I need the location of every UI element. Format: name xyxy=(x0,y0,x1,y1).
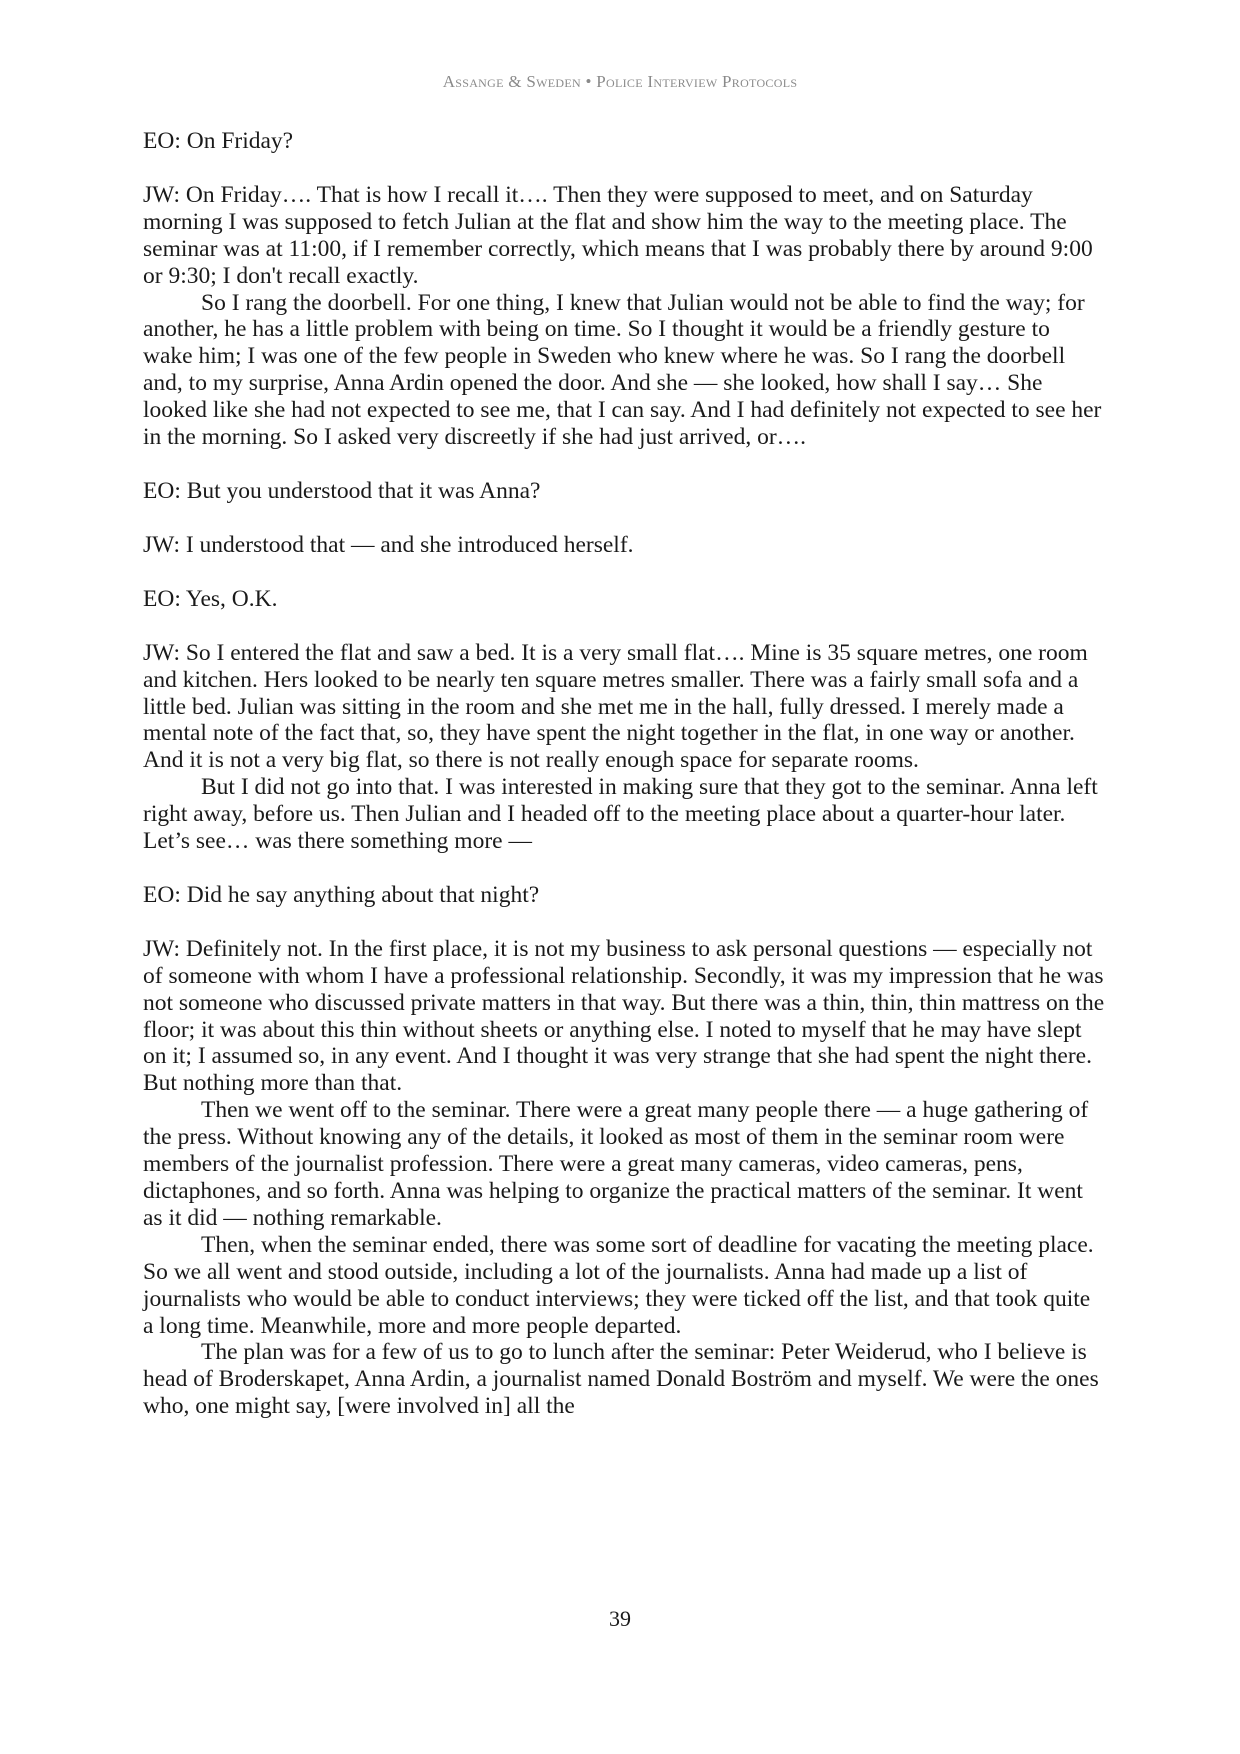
running-header: Assange & Sweden • Police Interview Protocols xyxy=(442,72,798,91)
paragraph: EO: Yes, O.K. xyxy=(143,585,278,612)
paragraph: Then, when the seminar ended, there was some sort of deadline for vacating the meeting place. So we all went and stood outside, including a lot of the journalists. Anna had made up a list of journalists who would be able to conduct interviews; they were ticked off the list, and that took quite a long time. Meanwhile, more and more people departed. xyxy=(143,1231,1094,1339)
paragraph: Then we went off to the seminar. There were a great many people there — a huge gathering of the press. Without knowing any of the details, it looked as most of them in the seminar room were members of the journalist profession. There were a great many cameras, video cameras, pens, dictaphones, and so forth. Anna was helping to organize the practical matters of the seminar. It went as it did — nothing remarkable. xyxy=(143,1097,1089,1231)
paragraph: EO: On Friday? xyxy=(143,128,294,154)
paragraph: But I did not go into that. I was interested in making sure that they got to the seminar. Anna left right away, before us. Then Julian and I headed off to the meeting place about a quarter-hour later. Let’s see… was there something more — xyxy=(143,774,1098,855)
paragraph: EO: But you understood that it was Anna? xyxy=(143,477,541,504)
paragraph: EO: Did he say anything about that night? xyxy=(143,881,540,908)
paragraph: The plan was for a few of us to go to lunch after the seminar: Peter Weiderud, who I believe is head of Broderskapet, Anna Ardin, a journalist named Donald Boström and myself. We were the ones who, one might say, [were involved in] all the xyxy=(143,1339,1099,1420)
paragraph: JW: On Friday…. That is how I recall it…. Then they were supposed to meet, and on Saturday morning I was supposed to fetch Julian at the flat and show him the way to the meeting place. The seminar was at 11:00, if I remember correctly, which means that I was probably there by around 9:00 or 9:30; I don't recall exactly. xyxy=(143,181,1093,289)
page-number: 39 xyxy=(609,1606,631,1631)
paragraph: JW: I understood that — and she introduced herself. xyxy=(143,531,634,558)
body-text xyxy=(143,128,1105,1420)
paragraph: So I rang the doorbell. For one thing, I knew that Julian would not be able to find the way; for another, he has a little problem with being on time. So I thought it would be a friendly gesture to wake him; I was one of the few people in Sweden who knew where he was. So I rang the doorbell and, to my surprise, Anna Ardin opened the door. And she — she looked, how shall I say… She looked like she had not expected to see me, that I can say. And I had definitely not expected to see her in the morning. So I asked very discreetly if she had just arrived, or…. xyxy=(143,289,1102,451)
paragraph: JW: Definitely not. In the first place, it is not my business to ask personal questions — especially not of someone with whom I have a professional relationship. Secondly, it was my impression that he was not someone who discussed private matters in that way. But there was a thin, thin, thin mattress on the floor; it was about this thin without sheets or anything else. I noted to myself that he may have slept on it; I assumed so, in any event. And I thought it was very strange that she had spent the night there. But nothing more than that. xyxy=(143,935,1105,1097)
paragraph: JW: So I entered the flat and saw a bed. It is a very small flat…. Mine is 35 square metres, one room and kitchen. Hers looked to be nearly ten square metres smaller. There was a fairly small sofa and a little bed. Julian was sitting in the room and she met me in the hall, fully dressed. I merely made a mental note of the fact that, so, they have spent the night together in the flat, in one way or another. And it is not a very big flat, so there is not really enough space for separate rooms. xyxy=(143,639,1088,774)
